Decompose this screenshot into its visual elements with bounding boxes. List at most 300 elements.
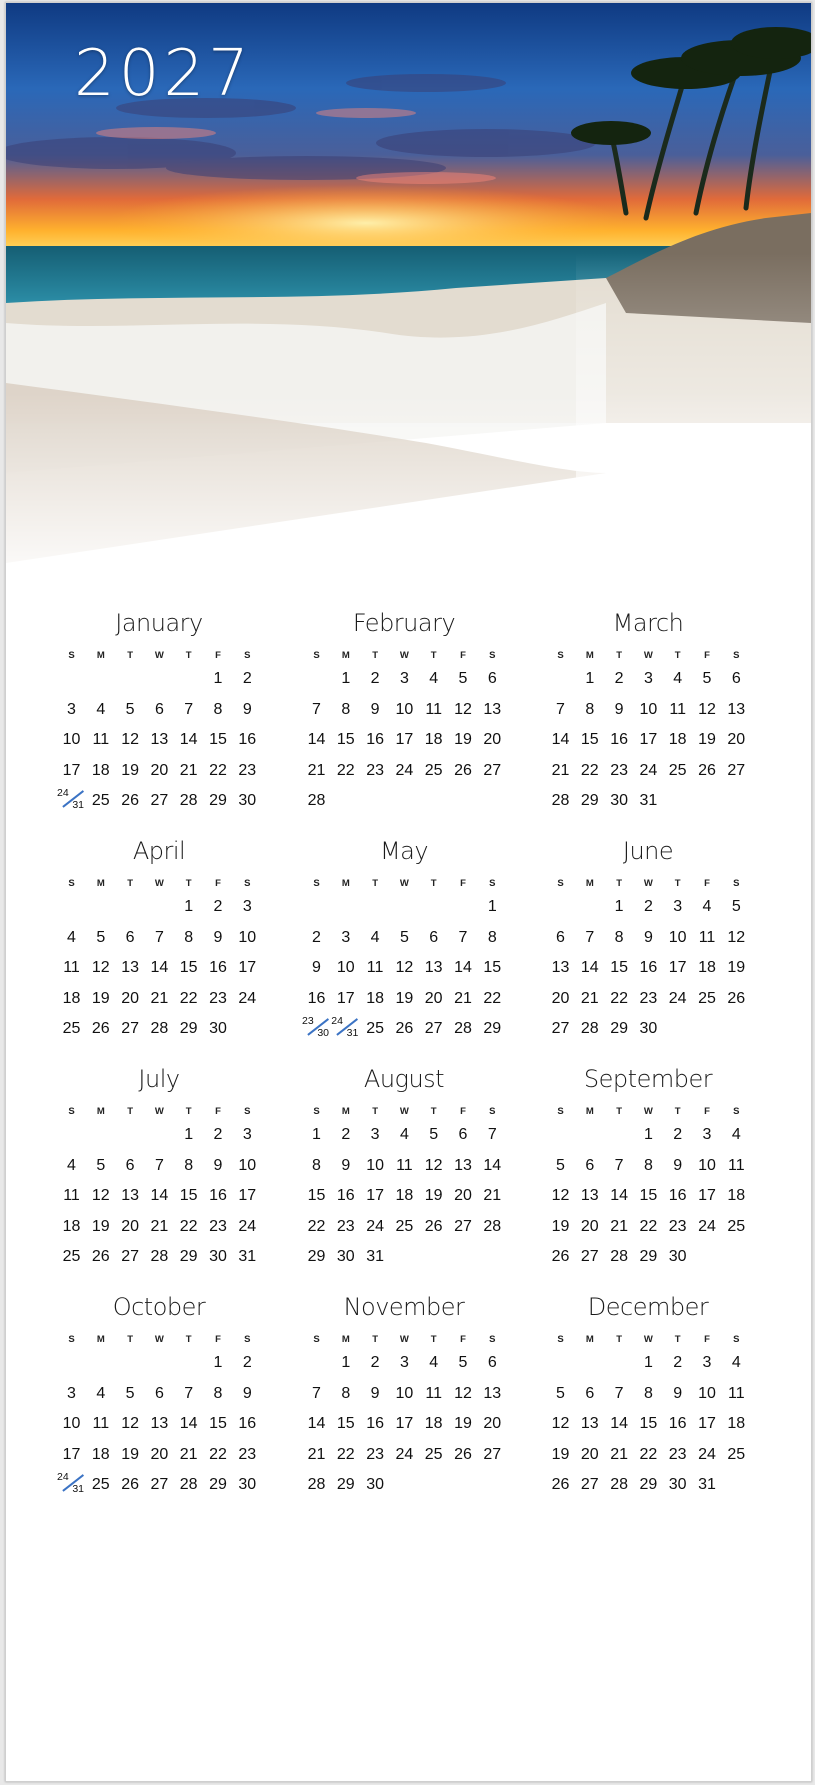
- day-cell: 5: [458, 670, 468, 687]
- day-cell: 26: [91, 1248, 110, 1265]
- day-cell: 10: [366, 1156, 384, 1174]
- day-cell: 27: [424, 1020, 443, 1037]
- day-cell: 19: [121, 761, 139, 779]
- day-cell: 13: [727, 700, 746, 718]
- day-cell: 9: [643, 928, 653, 946]
- day-cell: 22: [179, 989, 198, 1007]
- weekday-label: T: [616, 878, 622, 889]
- day-cell: 7: [585, 928, 595, 946]
- weekday-label: S: [244, 650, 251, 661]
- day-cell: 29: [179, 1248, 198, 1265]
- day-cell: 19: [551, 1445, 570, 1463]
- day-cell: 18: [727, 1415, 746, 1432]
- day-cell: 15: [179, 1187, 198, 1204]
- day-cell: 27: [483, 1445, 502, 1463]
- day-cell: 2: [242, 1354, 252, 1371]
- day-cell: 16: [307, 989, 326, 1007]
- day-cell: 11: [92, 731, 110, 748]
- weekday-label: T: [185, 878, 192, 889]
- day-cell: 19: [698, 731, 716, 748]
- day-cell: 23: [209, 1217, 227, 1235]
- day-cell: 16: [668, 1415, 687, 1432]
- month-february: [302, 609, 506, 829]
- day-cell: 20: [121, 989, 139, 1007]
- weekday-label: W: [154, 650, 164, 661]
- day-cell: 6: [154, 700, 164, 718]
- day-cell: 10: [336, 959, 355, 976]
- day-cell: 2: [673, 1354, 683, 1371]
- day-cell: 7: [458, 928, 468, 946]
- day-cell: 9: [673, 1156, 683, 1174]
- day-cell: 4: [399, 1126, 409, 1143]
- day-cell: 11: [669, 700, 686, 718]
- day-cell: 17: [668, 959, 687, 976]
- day-cell: 26: [395, 1020, 414, 1037]
- day-cell: 9: [341, 1156, 351, 1174]
- day-cell: 17: [395, 1415, 414, 1432]
- day-cell: 1: [341, 670, 351, 687]
- day-cell: 23: [366, 1445, 384, 1463]
- day-cell: 2: [213, 898, 223, 915]
- day-cell: 19: [551, 1217, 570, 1235]
- day-cell: 3: [643, 670, 653, 687]
- day-cell: 20: [424, 989, 443, 1007]
- day-cell: 25: [424, 1445, 443, 1463]
- month-name: February: [352, 609, 456, 637]
- day-cell: 9: [213, 928, 223, 946]
- day-cell: 14: [580, 959, 599, 976]
- day-cell: 7: [487, 1126, 497, 1143]
- day-cell: 10: [62, 1415, 81, 1432]
- day-cell: 26: [698, 761, 716, 779]
- day-cell: 24: [395, 1445, 414, 1463]
- day-cell: 20: [580, 1445, 599, 1463]
- day-cell: 24: [238, 989, 257, 1007]
- day-cell: 25: [668, 761, 687, 779]
- day-cell: 9: [213, 1156, 223, 1174]
- weekday-label: S: [244, 1334, 251, 1345]
- day-cell: 28: [483, 1217, 502, 1235]
- day-cell: 28: [454, 1020, 472, 1037]
- day-cell: 20: [483, 731, 502, 748]
- day-cell: 4: [67, 928, 76, 946]
- day-cell: 19: [91, 1217, 110, 1235]
- day-cell: 18: [424, 731, 443, 748]
- weekday-label: T: [372, 1106, 378, 1117]
- month-name: July: [138, 1065, 180, 1093]
- weekday-label: M: [585, 1106, 594, 1117]
- day-cell: 22: [483, 989, 502, 1007]
- weekday-label: M: [341, 878, 350, 889]
- weekday-label: F: [704, 1106, 710, 1117]
- weekday-label: M: [96, 1106, 105, 1117]
- day-cell: 15: [610, 959, 628, 976]
- day-cell: 12: [121, 731, 139, 748]
- day-cell: 7: [154, 928, 164, 946]
- day-cell: 5: [731, 898, 741, 915]
- weekday-label: T: [127, 1334, 133, 1345]
- month-name: January: [115, 609, 203, 637]
- weekday-label: W: [643, 650, 653, 661]
- day-cell: 1: [213, 670, 223, 687]
- day-cell: 29: [307, 1248, 326, 1265]
- day-cell: 25: [395, 1217, 414, 1235]
- weekday-label: S: [557, 878, 564, 889]
- day-cell: 14: [150, 1187, 169, 1204]
- calendar-card: [5, 2, 812, 1782]
- day-cell: 24: [639, 761, 658, 779]
- day-cell: 15: [336, 1415, 355, 1432]
- day-cell: 26: [121, 1476, 139, 1493]
- day-cell: 29: [639, 1248, 658, 1265]
- weekday-label: S: [244, 878, 251, 889]
- year-title: 2027: [74, 37, 253, 111]
- day-cell: 30: [336, 1248, 355, 1265]
- month-name: August: [363, 1065, 445, 1093]
- split-day-lower: 31: [72, 799, 84, 811]
- weekday-label: S: [313, 1334, 320, 1345]
- day-cell: 30: [639, 1020, 658, 1037]
- weekday-label: S: [557, 1334, 564, 1345]
- weekday-label: S: [68, 1334, 75, 1345]
- day-cell: 23: [238, 761, 257, 779]
- month-october: [57, 1293, 261, 1513]
- day-cell: 5: [556, 1384, 565, 1402]
- day-cell: 8: [213, 700, 223, 718]
- month-december: [546, 1293, 750, 1513]
- day-cell: 10: [395, 700, 414, 718]
- split-day-upper: 24: [57, 787, 69, 799]
- day-cell: 18: [424, 1415, 443, 1432]
- day-cell: 13: [483, 700, 502, 718]
- day-cell: 22: [610, 989, 628, 1007]
- day-cell: 19: [121, 1445, 139, 1463]
- day-cell: 5: [125, 700, 135, 718]
- day-cell: 25: [91, 792, 110, 809]
- day-cell: 25: [424, 761, 443, 779]
- month-january: [57, 609, 261, 829]
- day-cell: 16: [610, 731, 628, 748]
- month-name: October: [112, 1293, 206, 1321]
- day-cell: 17: [698, 1415, 716, 1432]
- weekday-label: F: [704, 650, 710, 661]
- day-cell: 2: [370, 1354, 380, 1371]
- weekday-label: S: [313, 878, 320, 889]
- day-cell: 15: [209, 731, 227, 748]
- day-cell: 13: [424, 959, 443, 976]
- weekday-label: F: [460, 878, 466, 889]
- day-cell: 20: [454, 1187, 472, 1204]
- weekday-label: S: [68, 1106, 75, 1117]
- day-cell: 8: [614, 928, 624, 946]
- day-cell: 5: [125, 1384, 135, 1402]
- day-cell: 8: [341, 700, 351, 718]
- day-cell: 29: [580, 792, 599, 809]
- day-cell: 12: [121, 1415, 139, 1432]
- weekday-label: S: [244, 1106, 251, 1117]
- weekday-label: T: [616, 650, 622, 661]
- day-cell: 11: [92, 1415, 110, 1432]
- day-cell: 3: [242, 898, 252, 915]
- day-cell: 29: [209, 792, 227, 809]
- day-cell: 21: [483, 1187, 502, 1204]
- month-march: [546, 609, 750, 829]
- day-cell: 13: [580, 1415, 599, 1432]
- day-cell: 27: [580, 1476, 599, 1493]
- day-cell: 15: [307, 1187, 326, 1204]
- day-cell: 15: [336, 731, 355, 748]
- day-cell: 7: [184, 700, 194, 718]
- day-cell: 6: [458, 1126, 468, 1143]
- day-cell: 23: [668, 1217, 687, 1235]
- day-cell: 27: [454, 1217, 472, 1235]
- day-cell: 5: [702, 670, 712, 687]
- day-cell: 7: [614, 1156, 624, 1174]
- day-cell: 8: [184, 1156, 194, 1174]
- day-cell: 22: [307, 1217, 326, 1235]
- day-cell: 15: [179, 959, 198, 976]
- day-cell: 6: [585, 1156, 595, 1174]
- day-cell: 6: [731, 670, 741, 687]
- weekday-label: M: [585, 1334, 594, 1345]
- day-cell: 3: [341, 928, 351, 946]
- day-cell: 6: [125, 1156, 135, 1174]
- day-cell: 2: [614, 670, 624, 687]
- weekday-label: T: [674, 1334, 681, 1345]
- day-cell: 25: [62, 1248, 81, 1265]
- day-cell: 6: [154, 1384, 164, 1402]
- day-cell: 11: [698, 928, 716, 946]
- day-cell: 27: [483, 761, 502, 779]
- weekday-label: T: [430, 1106, 437, 1117]
- weekday-label: W: [154, 1334, 164, 1345]
- day-cell: 7: [184, 1384, 194, 1402]
- day-cell: 6: [585, 1384, 595, 1402]
- month-june: [546, 837, 750, 1057]
- day-cell: 25: [91, 1476, 110, 1493]
- month-name: June: [622, 837, 674, 865]
- weekday-label: S: [489, 650, 496, 661]
- day-cell: 10: [698, 1156, 716, 1174]
- day-cell: 15: [639, 1415, 658, 1432]
- month-april: [57, 837, 261, 1057]
- day-cell: 31: [366, 1248, 384, 1265]
- day-cell: 16: [209, 1187, 227, 1204]
- day-cell: 9: [242, 1384, 252, 1402]
- day-cell: 30: [610, 792, 628, 809]
- day-cell: 27: [580, 1248, 599, 1265]
- day-cell: 16: [336, 1187, 355, 1204]
- day-cell: 15: [580, 731, 599, 748]
- weekday-label: T: [372, 878, 378, 889]
- day-cell: 20: [580, 1217, 599, 1235]
- day-cell: 30: [238, 792, 257, 809]
- day-cell: 14: [610, 1415, 628, 1432]
- month-november: [302, 1293, 506, 1513]
- month-name: March: [612, 609, 684, 637]
- day-cell: 1: [213, 1354, 223, 1371]
- day-cell: 17: [336, 989, 355, 1007]
- day-cell: 4: [96, 1384, 106, 1402]
- day-cell: 21: [454, 989, 472, 1007]
- split-day-cell: [57, 1471, 86, 1495]
- weekday-label: S: [313, 1106, 320, 1117]
- day-cell: 3: [370, 1126, 380, 1143]
- day-cell: 25: [727, 1445, 746, 1463]
- split-day-lower: 31: [346, 1027, 359, 1039]
- day-cell: 13: [150, 1415, 169, 1432]
- weekday-label: M: [96, 878, 105, 889]
- day-cell: 13: [580, 1187, 599, 1204]
- day-cell: 22: [336, 761, 355, 779]
- day-cell: 10: [238, 928, 257, 946]
- weekday-label: S: [733, 650, 740, 661]
- weekday-label: W: [643, 878, 653, 889]
- weekday-label: F: [460, 650, 466, 661]
- day-cell: 12: [551, 1187, 570, 1204]
- split-day-cell: [331, 1015, 360, 1039]
- weekday-label: S: [68, 878, 75, 889]
- day-cell: 27: [150, 792, 169, 809]
- day-cell: 12: [395, 959, 414, 976]
- weekday-label: T: [372, 1334, 378, 1345]
- day-cell: 11: [366, 959, 384, 976]
- day-cell: 12: [727, 928, 746, 946]
- weekday-label: T: [616, 1106, 622, 1117]
- day-cell: 11: [63, 1187, 80, 1204]
- weekday-label: F: [460, 1334, 466, 1345]
- day-cell: 3: [242, 1126, 252, 1143]
- month-name: September: [583, 1065, 713, 1093]
- day-cell: 7: [614, 1384, 624, 1402]
- day-cell: 27: [150, 1476, 169, 1493]
- day-cell: 17: [238, 1187, 257, 1204]
- day-cell: 11: [425, 1384, 442, 1402]
- day-cell: 30: [209, 1020, 227, 1037]
- weekday-label: M: [341, 1106, 350, 1117]
- day-cell: 3: [67, 1384, 76, 1402]
- day-cell: 30: [238, 1476, 257, 1493]
- day-cell: 23: [209, 989, 227, 1007]
- weekday-label: W: [643, 1334, 653, 1345]
- day-cell: 29: [483, 1020, 502, 1037]
- weekday-label: T: [127, 650, 133, 661]
- day-cell: 14: [551, 731, 570, 748]
- day-cell: 26: [454, 761, 472, 779]
- day-cell: 12: [551, 1415, 570, 1432]
- day-cell: 16: [366, 731, 384, 748]
- weekday-label: T: [185, 650, 192, 661]
- day-cell: 8: [184, 928, 194, 946]
- day-cell: 12: [91, 1187, 110, 1204]
- weekday-label: W: [399, 1106, 409, 1117]
- day-cell: 28: [580, 1020, 599, 1037]
- day-cell: 17: [366, 1187, 384, 1204]
- day-cell: 17: [62, 761, 81, 779]
- split-day-upper: 23: [302, 1015, 314, 1027]
- day-cell: 5: [458, 1354, 468, 1371]
- day-cell: 2: [643, 898, 653, 915]
- day-cell: 3: [702, 1354, 712, 1371]
- day-cell: 4: [702, 898, 712, 915]
- day-cell: 24: [698, 1445, 716, 1463]
- day-cell: 21: [580, 989, 599, 1007]
- weekday-label: W: [643, 1106, 653, 1117]
- day-cell: 30: [366, 1476, 384, 1493]
- day-cell: 26: [454, 1445, 472, 1463]
- day-cell: 28: [307, 792, 326, 809]
- day-cell: 30: [668, 1476, 687, 1493]
- day-cell: 4: [731, 1354, 741, 1371]
- day-cell: 9: [242, 700, 252, 718]
- day-cell: 17: [698, 1187, 716, 1204]
- day-cell: 24: [366, 1217, 384, 1235]
- day-cell: 8: [213, 1384, 223, 1402]
- day-cell: 29: [336, 1476, 355, 1493]
- day-cell: 1: [585, 670, 595, 687]
- day-cell: 26: [91, 1020, 110, 1037]
- day-cell: 13: [551, 959, 570, 976]
- day-cell: 28: [179, 792, 198, 809]
- day-cell: 23: [639, 989, 658, 1007]
- day-cell: 9: [312, 959, 321, 976]
- day-cell: 21: [551, 761, 570, 779]
- day-cell: 5: [96, 1156, 106, 1174]
- day-cell: 12: [424, 1156, 443, 1174]
- weekday-label: T: [616, 1334, 622, 1345]
- day-cell: 19: [424, 1187, 443, 1204]
- day-cell: 19: [91, 989, 110, 1007]
- day-cell: 2: [673, 1126, 683, 1143]
- day-cell: 15: [483, 959, 502, 976]
- day-cell: 23: [366, 761, 384, 779]
- weekday-label: S: [733, 1334, 740, 1345]
- day-cell: 28: [610, 1248, 628, 1265]
- day-cell: 4: [96, 700, 106, 718]
- day-cell: 16: [366, 1415, 384, 1432]
- weekday-label: T: [185, 1106, 192, 1117]
- day-cell: 12: [91, 959, 110, 976]
- split-day-lower: 30: [317, 1027, 329, 1039]
- day-cell: 3: [67, 700, 76, 718]
- day-cell: 14: [454, 959, 472, 976]
- day-cell: 17: [238, 959, 257, 976]
- weekday-label: F: [215, 878, 221, 889]
- weekday-label: W: [399, 878, 409, 889]
- weekday-label: F: [215, 650, 221, 661]
- day-cell: 18: [727, 1187, 746, 1204]
- year-calendar-grid: [57, 609, 777, 1529]
- weekday-label: W: [154, 878, 164, 889]
- day-cell: 1: [614, 898, 624, 915]
- day-cell: 5: [399, 928, 409, 946]
- day-cell: 31: [639, 792, 658, 809]
- weekday-label: W: [399, 650, 409, 661]
- split-day-upper: 24: [331, 1015, 343, 1027]
- weekday-label: M: [341, 1334, 350, 1345]
- day-cell: 14: [483, 1156, 502, 1174]
- day-cell: 6: [487, 1354, 497, 1371]
- weekday-label: T: [372, 650, 378, 661]
- day-cell: 24: [395, 761, 414, 779]
- day-cell: 1: [487, 898, 497, 915]
- day-cell: 27: [551, 1020, 570, 1037]
- day-cell: 11: [425, 700, 442, 718]
- day-cell: 11: [63, 959, 80, 976]
- day-cell: 1: [312, 1126, 321, 1143]
- beach-sunset-photo: [6, 3, 811, 593]
- split-day-lower: 31: [72, 1483, 84, 1495]
